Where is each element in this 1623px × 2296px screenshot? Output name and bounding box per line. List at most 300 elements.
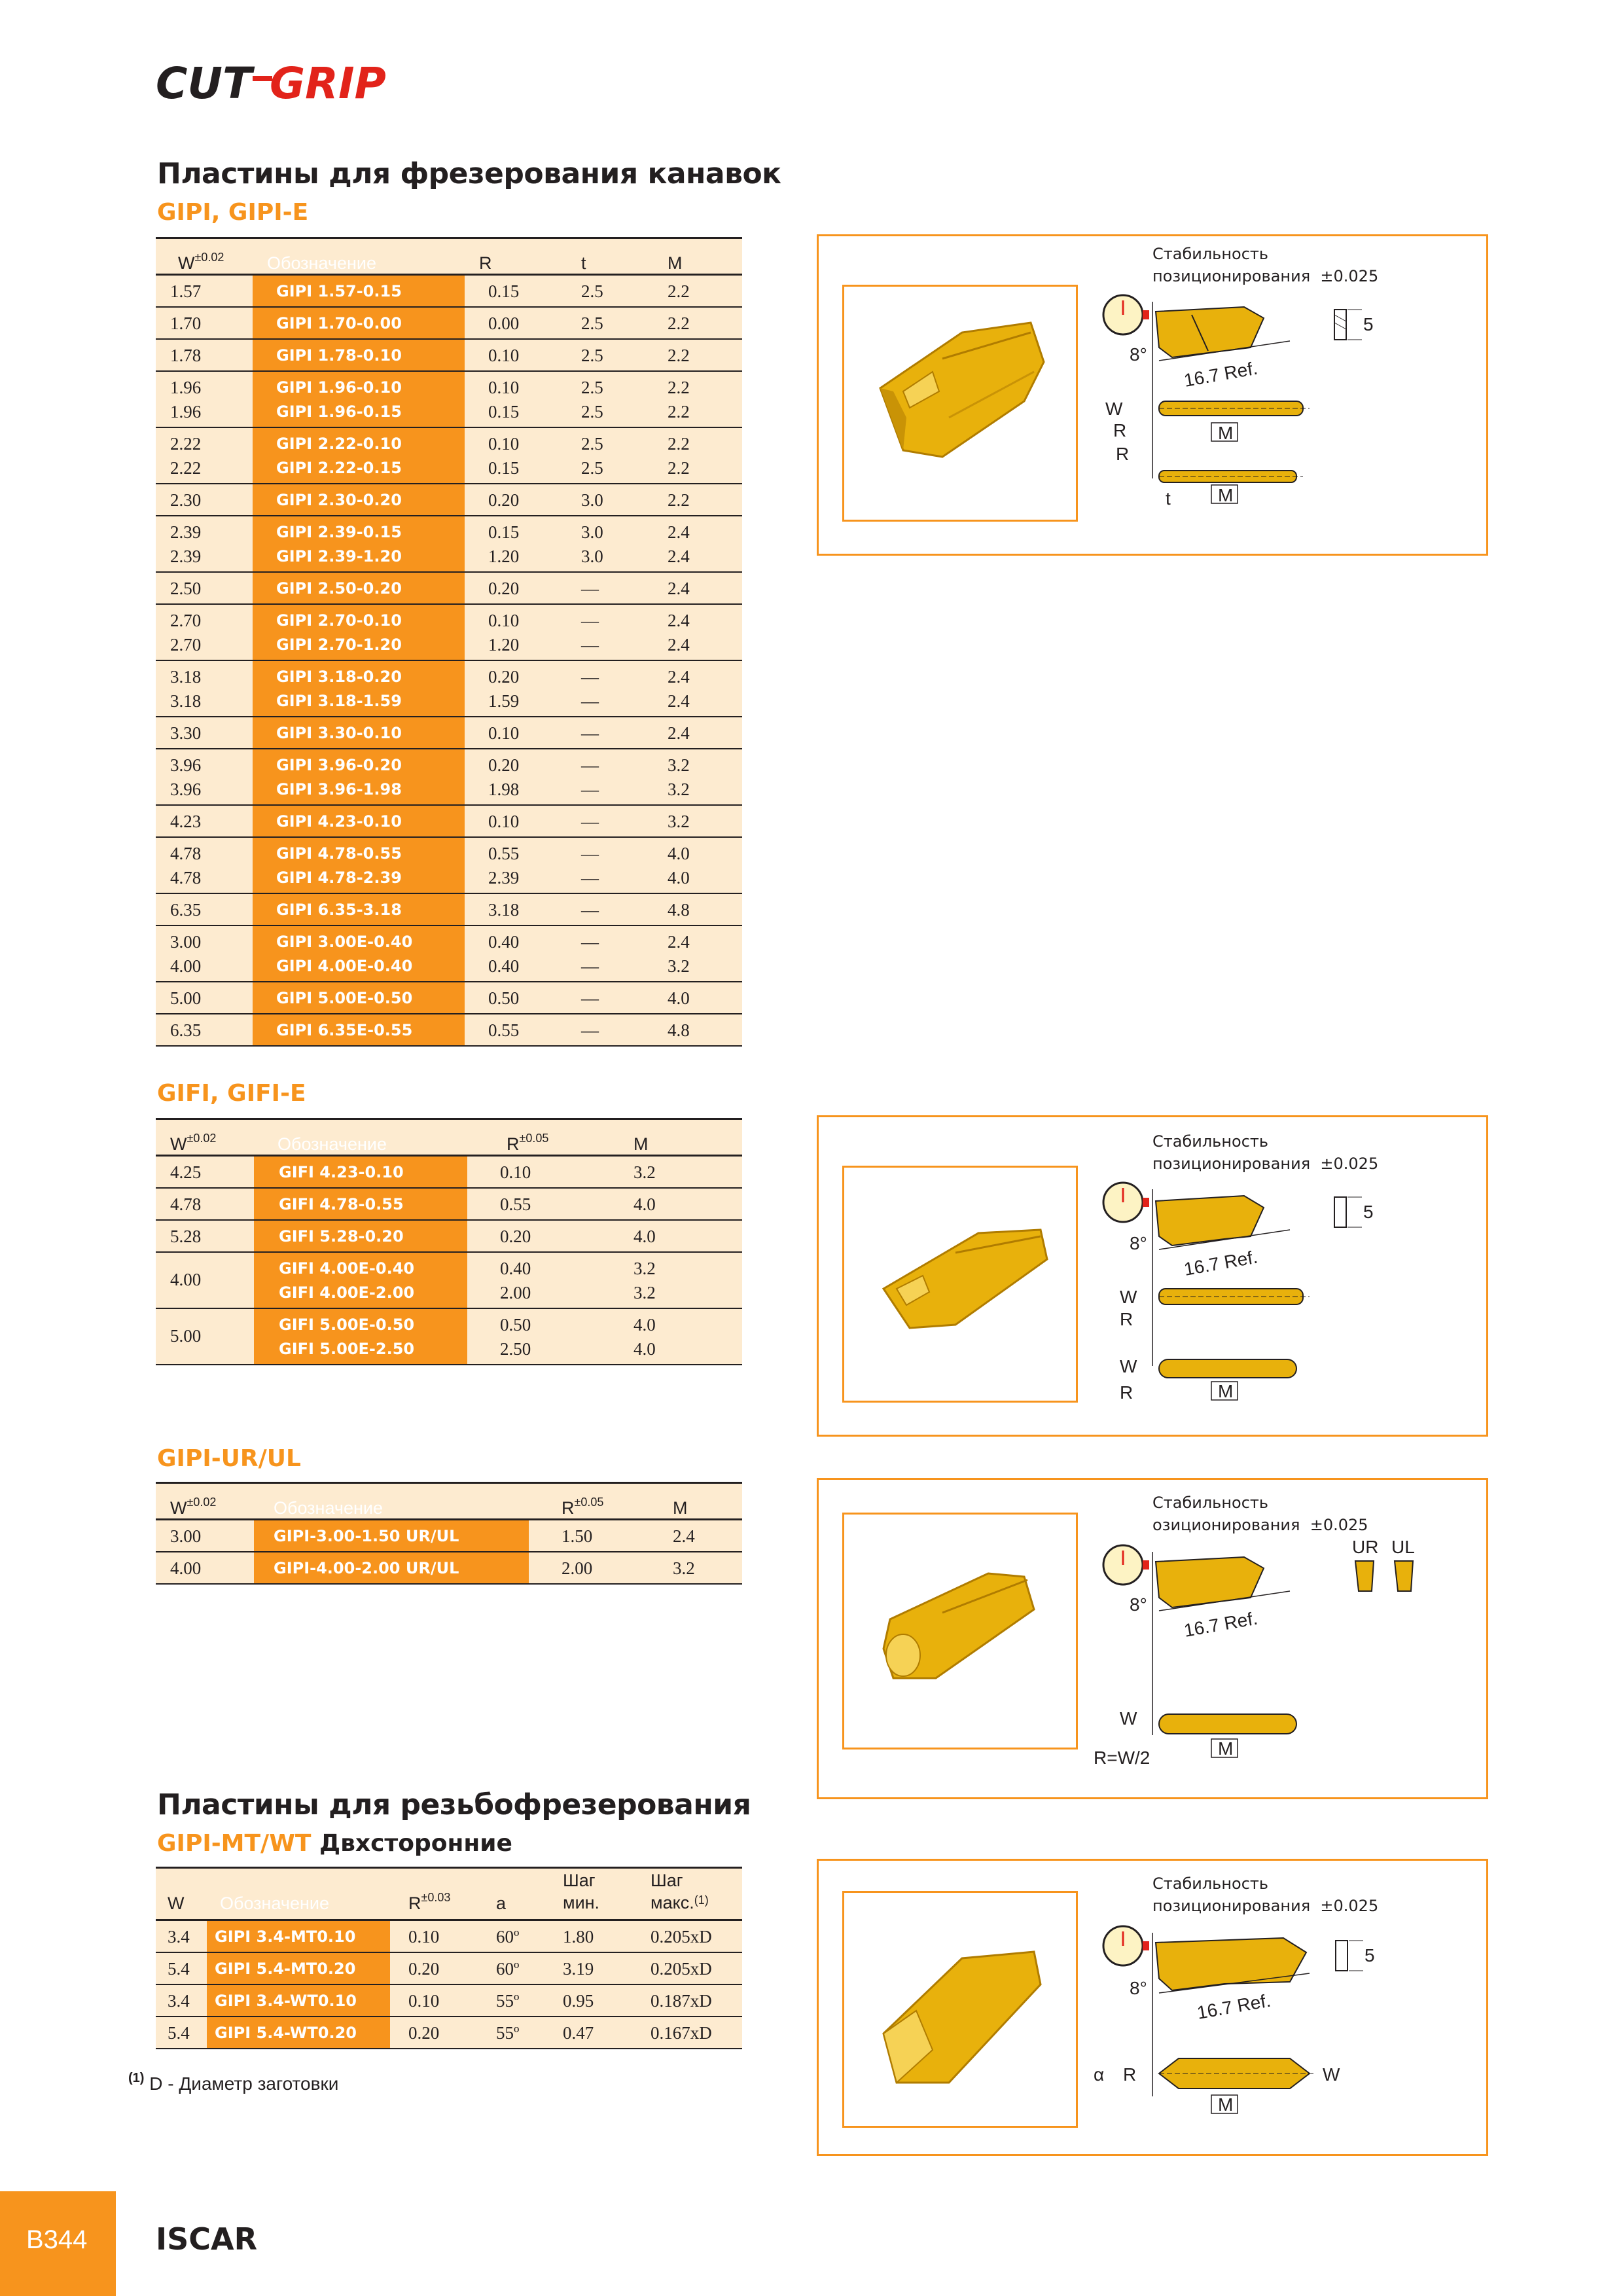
gipiur-insert-icon	[844, 1515, 1076, 1748]
cell-line: 2.4	[668, 546, 690, 566]
gipi-cell-r	[465, 749, 552, 805]
gipi-cell-t	[552, 925, 640, 982]
svg-text:16.7 Ref.: 16.7 Ref.	[1182, 1607, 1259, 1641]
cell-line: 2.5	[581, 313, 603, 333]
cell-line: 2.2	[668, 313, 690, 333]
cell-line: 0.10	[500, 1162, 531, 1182]
cell-line: GIPI 5.00E-0.50	[276, 988, 413, 1007]
cell-line: GIPI 2.50-0.20	[276, 579, 402, 598]
cell-line: 1.50	[562, 1526, 593, 1546]
cell-line: GIPI 3.96-1.98	[276, 780, 402, 798]
gipimt-header-a: a	[478, 1868, 539, 1920]
table-row	[156, 1220, 742, 1252]
table-row	[156, 572, 742, 604]
cell-line: 4.23	[170, 811, 202, 831]
table-row	[156, 1984, 742, 2017]
svg-text:5: 5	[1364, 1945, 1375, 1965]
table-row	[156, 516, 742, 572]
cell-line: 4.78	[170, 1194, 202, 1214]
cell-line: GIPI 3.4-MT0.10	[215, 1928, 356, 1946]
table-row	[156, 1156, 742, 1188]
cell-line: 3.96	[170, 779, 202, 799]
gifi-cell-m	[594, 1252, 742, 1308]
cell-line: GIPI 1.96-0.15	[276, 402, 402, 421]
cell-line: 2.00	[562, 1558, 593, 1578]
cell-line: 1.80	[563, 1927, 594, 1946]
svg-text:α: α	[1094, 2064, 1105, 2085]
gipimt-header-pmax: Шаг макс.$^{(1)}$	[628, 1868, 742, 1920]
gifi-cell-m	[594, 1188, 742, 1220]
gipi-cell-t	[552, 275, 640, 307]
logo-part-cut: CUT	[156, 58, 253, 109]
gipi-header-t: t	[552, 238, 640, 275]
gifi-cell-w	[156, 1252, 254, 1308]
table-row	[156, 717, 742, 749]
gifi-header-w: $W^{\pm 0.02}$	[156, 1119, 254, 1156]
gipimt-cell-w	[156, 1920, 207, 1952]
svg-text:16.7 Ref.: 16.7 Ref.	[1182, 1246, 1259, 1280]
cell-line: 2.4	[673, 1526, 695, 1546]
gipimt-cell-w	[156, 1984, 207, 2017]
cell-line: 4.0	[668, 867, 690, 888]
cell-line: —	[581, 899, 599, 920]
gipi-cell-t	[552, 371, 640, 427]
gipimt-cell-pmin	[539, 1920, 628, 1952]
gifi-title: GIFI, GIFI-E	[157, 1080, 306, 1107]
gipi-cell-m	[640, 717, 742, 749]
gipimt-cell-a	[478, 2017, 539, 2049]
gipi-cell-w	[156, 427, 253, 484]
cell-line: 6.35	[170, 1020, 202, 1040]
gipi-cell-r	[465, 339, 552, 371]
gipiur-title: GIPI-UR/UL	[157, 1445, 301, 1472]
gipi-cell-m	[640, 307, 742, 339]
gipi-cell-r	[465, 805, 552, 837]
gipi-cell-t	[552, 484, 640, 516]
gifi-cell-code	[254, 1156, 467, 1188]
cell-line: 1.98	[488, 779, 520, 799]
gipiur-header-w: $W^{\pm 0.02}$	[156, 1483, 254, 1520]
cell-line: —	[581, 691, 599, 711]
cell-line: 0.40	[500, 1258, 531, 1278]
cell-line: 0.55	[500, 1194, 531, 1214]
table-row	[156, 604, 742, 660]
cell-line: 2.50	[500, 1338, 531, 1359]
cell-line: 0.205xD	[651, 1958, 712, 1979]
svg-text:W: W	[1120, 1708, 1137, 1729]
gipi-cell-t	[552, 427, 640, 484]
cell-line: GIPI 2.39-1.20	[276, 547, 402, 565]
gipimt-cell-code	[207, 2017, 390, 2049]
table-row	[156, 275, 742, 307]
gipi-cell-code	[253, 893, 465, 925]
gipimt-cell-a	[478, 1920, 539, 1952]
cell-line: GIPI 4.78-0.55	[276, 844, 402, 863]
gipi-cell-r	[465, 982, 552, 1014]
gipi-cell-m	[640, 660, 742, 717]
gipi-cell-m	[640, 516, 742, 572]
cell-line: GIPI 2.70-0.10	[276, 611, 402, 630]
gipimt-cell-pmax	[628, 1984, 742, 2017]
cell-line: GIPI 6.35E-0.55	[276, 1020, 413, 1039]
cell-line: 0.20	[500, 1226, 531, 1246]
svg-text:W: W	[1323, 2064, 1340, 2085]
gipi-cell-t	[552, 717, 640, 749]
cell-line: 2.5	[581, 433, 603, 454]
gipi-cell-code	[253, 572, 465, 604]
gipi-cell-r	[465, 572, 552, 604]
table-row	[156, 1920, 742, 1952]
cell-line: GIPI 5.4-MT0.20	[215, 1959, 356, 1978]
table-row	[156, 805, 742, 837]
gipi-insert-photo	[842, 285, 1078, 522]
gipi-cell-w	[156, 749, 253, 805]
gipi-cell-w	[156, 307, 253, 339]
section-title-grooving: Пластины для фрезерования канавок	[157, 157, 781, 190]
cell-line: GIFI 4.00E-0.40	[279, 1259, 415, 1278]
cell-line: GIFI 5.00E-2.50	[279, 1339, 415, 1358]
cell-line: 3.2	[668, 779, 690, 799]
cell-line: 3.19	[563, 1958, 594, 1979]
gipimt-cell-pmin	[539, 2017, 628, 2049]
cell-line: 0.20	[488, 578, 520, 598]
cell-line: 3.4	[168, 1990, 190, 2011]
svg-text:8°: 8°	[1130, 344, 1147, 365]
cell-line: 4.0	[668, 988, 690, 1008]
gipi-cell-m	[640, 339, 742, 371]
gipi-cell-m	[640, 484, 742, 516]
gipi-cell-t	[552, 339, 640, 371]
gifi-insert-icon	[844, 1168, 1076, 1401]
cell-line: 2.2	[668, 281, 690, 301]
logo-part-grip: GRIP	[270, 58, 386, 109]
svg-text:R: R	[1120, 1309, 1133, 1329]
gipi-cell-w	[156, 837, 253, 893]
cell-line: —	[581, 1020, 599, 1040]
gipi-cell-w	[156, 893, 253, 925]
svg-text:R=W/2: R=W/2	[1094, 1748, 1150, 1768]
gipi-cell-code	[253, 982, 465, 1014]
cell-line: GIPI 1.70-0.00	[276, 314, 402, 332]
cell-line: 3.18	[170, 666, 202, 687]
svg-text:M: M	[1218, 1738, 1234, 1759]
cell-line: 3.2	[668, 755, 690, 775]
cell-line: 1.20	[488, 634, 520, 655]
gipi-title: GIPI, GIPI-E	[157, 199, 309, 226]
gifi-header-m: M	[594, 1119, 742, 1156]
table-row	[156, 1014, 742, 1046]
gipi-insert-icon	[844, 287, 1076, 520]
cell-line: 2.70	[170, 610, 202, 630]
cell-line: GIFI 4.78-0.55	[279, 1194, 404, 1213]
gipi-cell-r	[465, 925, 552, 982]
cell-line: 2.2	[668, 457, 690, 478]
cell-line: 4.00	[170, 956, 202, 976]
cell-line: 4.8	[668, 899, 690, 920]
svg-text:M: M	[1218, 485, 1234, 505]
cell-line: 4.25	[170, 1162, 202, 1182]
cell-line: —	[581, 578, 599, 598]
table-row	[156, 1308, 742, 1365]
cell-line: 2.2	[668, 345, 690, 365]
gifi-cell-r	[467, 1308, 594, 1365]
gipi-cell-t	[552, 307, 640, 339]
cell-line: 4.78	[170, 867, 202, 888]
table-row	[156, 2017, 742, 2049]
cell-line: —	[581, 811, 599, 831]
gipimt-cell-code	[207, 1920, 390, 1952]
gifi-cell-w	[156, 1220, 254, 1252]
gipi-cell-t	[552, 893, 640, 925]
cut-grip-logo	[154, 56, 410, 109]
cell-line: 4.8	[668, 1020, 690, 1040]
cell-line: 1.57	[170, 281, 202, 301]
gipi-cell-code	[253, 371, 465, 427]
svg-text:16.7 Ref.: 16.7 Ref.	[1195, 1990, 1272, 2023]
gipi-cell-w	[156, 275, 253, 307]
svg-text:t: t	[1166, 488, 1171, 509]
gipi-cell-w	[156, 339, 253, 371]
cell-line: 2.70	[170, 634, 202, 655]
cell-line: GIPI 4.23-0.10	[276, 812, 402, 831]
table-row	[156, 1188, 742, 1220]
gipi-cell-m	[640, 427, 742, 484]
svg-text:UL: UL	[1391, 1539, 1415, 1557]
cell-line: 2.00	[500, 1282, 531, 1302]
cell-line: GIPI 2.22-0.15	[276, 458, 402, 477]
cell-line: 1.96	[170, 401, 202, 422]
gipi-cell-m	[640, 1014, 742, 1046]
cell-line: 2.4	[668, 666, 690, 687]
gipi-cell-m	[640, 837, 742, 893]
gipimt-insert-icon	[844, 1893, 1076, 2126]
cell-line: 0.10	[488, 345, 520, 365]
cell-line: 0.10	[488, 811, 520, 831]
brand-name: ISCAR	[156, 2221, 258, 2257]
cell-line: 3.18	[488, 899, 520, 920]
cell-line: 0.50	[488, 988, 520, 1008]
cell-line: 1.96	[170, 377, 202, 397]
cell-line: 4.00	[170, 1558, 202, 1578]
gipi-cell-w	[156, 660, 253, 717]
table-row	[156, 1252, 742, 1308]
table-row	[156, 339, 742, 371]
gipiur-cell-r	[529, 1552, 647, 1584]
gipimt-cell-code	[207, 1952, 390, 1984]
gipi-cell-r	[465, 604, 552, 660]
cell-line: 3.0	[581, 546, 603, 566]
gipimt-cell-r	[390, 1920, 478, 1952]
gipi-cell-t	[552, 837, 640, 893]
gipiur-cell-code	[254, 1520, 529, 1552]
cell-line: 2.4	[668, 634, 690, 655]
cell-line: 4.78	[170, 843, 202, 863]
cell-line: 3.4	[168, 1927, 190, 1946]
gifi-cell-m	[594, 1308, 742, 1365]
gipi-cell-t	[552, 805, 640, 837]
table-row	[156, 837, 742, 893]
gipiur-header-m: M	[647, 1483, 742, 1520]
cell-line: 0.50	[500, 1314, 531, 1335]
cell-line: 0.20	[488, 755, 520, 775]
table-row	[156, 484, 742, 516]
gipi-cell-r	[465, 660, 552, 717]
cell-line: GIPI-4.00-2.00 UR/UL	[274, 1558, 459, 1577]
gipi-cell-t	[552, 572, 640, 604]
cell-line: —	[581, 843, 599, 863]
table-row	[156, 749, 742, 805]
svg-text:5: 5	[1363, 1202, 1374, 1222]
gipi-cell-w	[156, 982, 253, 1014]
gipimt-header-w: W	[156, 1868, 207, 1920]
gipi-cell-w	[156, 484, 253, 516]
gipimt-cell-code	[207, 1984, 390, 2017]
table-row	[156, 893, 742, 925]
gipimt-cell-w	[156, 2017, 207, 2049]
gipi-cell-r	[465, 1014, 552, 1046]
table-row	[156, 660, 742, 717]
gipimt-cell-r	[390, 2017, 478, 2049]
gipimt-header-pmin: Шаг мин.	[539, 1868, 628, 1920]
gipimt-cell-a	[478, 1952, 539, 1984]
gipi-cell-r	[465, 371, 552, 427]
cell-line: 0.20	[488, 666, 520, 687]
gipi-cell-r	[465, 307, 552, 339]
cell-line: 2.39	[488, 867, 520, 888]
cell-line: 2.39	[170, 522, 202, 542]
table-row	[156, 1520, 742, 1552]
cell-line: GIPI 1.96-0.10	[276, 378, 402, 397]
gifi-header-code: Обозначение	[254, 1119, 467, 1156]
gipiur-insert-photo	[842, 1513, 1078, 1749]
cell-line: 4.0	[633, 1338, 656, 1359]
cell-line: 2.4	[668, 578, 690, 598]
cell-line: 3.00	[170, 1526, 202, 1546]
svg-text:M: M	[1218, 423, 1234, 443]
gipi-cell-r	[465, 275, 552, 307]
gipi-cell-m	[640, 982, 742, 1014]
cell-line: —	[581, 956, 599, 976]
gipimt-cell-pmin	[539, 1984, 628, 2017]
cell-line: 60º	[496, 1958, 520, 1979]
svg-text:UR: UR	[1352, 1539, 1379, 1557]
gipiur-header-r: $R^{\pm 0.05}$	[529, 1483, 647, 1520]
section-title-threading: Пластины для резьбофрезерования	[157, 1788, 751, 1821]
gipimt-cell-pmax	[628, 1952, 742, 1984]
gifi-cell-code	[254, 1252, 467, 1308]
cell-line: —	[581, 610, 599, 630]
gipimt-insert-photo	[842, 1891, 1078, 2128]
svg-text:8°: 8°	[1130, 1594, 1147, 1615]
table-row	[156, 307, 742, 339]
page-number: B344	[26, 2225, 88, 2254]
gipi-cell-code	[253, 427, 465, 484]
cell-line: 0.205xD	[651, 1927, 712, 1946]
cell-line: 2.5	[581, 345, 603, 365]
gipi-cell-code	[253, 484, 465, 516]
cell-line: GIFI 4.23-0.10	[279, 1163, 404, 1181]
table-row	[156, 1552, 742, 1584]
gipi-cell-w	[156, 805, 253, 837]
table-row	[156, 427, 742, 484]
cell-line: 3.2	[668, 956, 690, 976]
gifi-cell-m	[594, 1220, 742, 1252]
gifi-cell-code	[254, 1220, 467, 1252]
gipiur-cell-r	[529, 1520, 647, 1552]
cell-line: 2.50	[170, 578, 202, 598]
gipi-cell-w	[156, 604, 253, 660]
cell-line: 2.2	[668, 377, 690, 397]
cell-line: 2.5	[581, 281, 603, 301]
gipiur-cell-m	[647, 1552, 742, 1584]
cell-line: GIPI 1.78-0.10	[276, 346, 402, 365]
gipi-stability-label: Стабильность позиционирования ±0.025	[1152, 245, 1379, 285]
svg-text:R: R	[1120, 1382, 1133, 1403]
gifi-cell-w	[156, 1156, 254, 1188]
cell-line: GIPI 3.18-0.20	[276, 667, 402, 686]
cell-line: 4.0	[668, 843, 690, 863]
cell-line: GIPI-3.00-1.50 UR/UL	[274, 1527, 459, 1545]
cell-line: 4.00	[170, 1270, 202, 1289]
gifi-stability-label: Стабильность позиционирования ±0.025	[1152, 1132, 1379, 1173]
gipiur-cell-w	[156, 1520, 254, 1552]
cell-line: 2.4	[668, 522, 690, 542]
cell-line: —	[581, 634, 599, 655]
gipi-cell-code	[253, 660, 465, 717]
gipiur-stability-label: Стабильность озиционирования ±0.025	[1152, 1494, 1368, 1534]
cell-line: GIPI 5.4-WT0.20	[215, 2023, 357, 2042]
cell-line: GIFI 5.00E-0.50	[279, 1315, 415, 1334]
cell-line: 0.20	[408, 1958, 440, 1979]
gipimt-cell-pmin	[539, 1952, 628, 1984]
svg-text:8°: 8°	[1130, 1978, 1147, 1998]
gipi-cell-code	[253, 925, 465, 982]
cell-line: 2.5	[581, 457, 603, 478]
gipimt-cell-pmax	[628, 2017, 742, 2049]
gipi-cell-m	[640, 749, 742, 805]
gipi-cell-r	[465, 837, 552, 893]
cell-line: 1.70	[170, 313, 202, 333]
gipi-cell-r	[465, 717, 552, 749]
cell-line: GIPI 2.30-0.20	[276, 490, 402, 509]
gipi-cell-m	[640, 925, 742, 982]
gipiur-table	[156, 1482, 742, 1585]
cell-line: 0.15	[488, 401, 520, 422]
cell-line: —	[581, 931, 599, 952]
gipimt-cell-w	[156, 1952, 207, 1984]
cell-line: 3.96	[170, 755, 202, 775]
gifi-header-r: $R^{\pm 0.05}$	[467, 1119, 594, 1156]
cell-line: 2.4	[668, 931, 690, 952]
cell-line: 6.35	[170, 899, 202, 920]
svg-text:8°: 8°	[1130, 1233, 1147, 1253]
gipimt-title: GIPI-MT/WT Двхсторонние	[157, 1830, 512, 1857]
cell-line: 3.0	[581, 522, 603, 542]
gipimt-header-r: $R^{\pm 0.03}$	[390, 1868, 478, 1920]
gipi-cell-t	[552, 660, 640, 717]
cell-line: 2.22	[170, 433, 202, 454]
gipi-diagram-panel	[817, 234, 1488, 556]
cell-line: 0.167xD	[651, 2022, 712, 2043]
gipi-header-code: Обозначение	[253, 238, 465, 275]
gipi-cell-code	[253, 749, 465, 805]
gipiur-diagram-panel	[817, 1478, 1488, 1799]
gipi-cell-m	[640, 893, 742, 925]
cell-line: 2.22	[170, 457, 202, 478]
gipi-cell-r	[465, 484, 552, 516]
gipi-cell-code	[253, 1014, 465, 1046]
gipi-header-r: R	[465, 238, 552, 275]
